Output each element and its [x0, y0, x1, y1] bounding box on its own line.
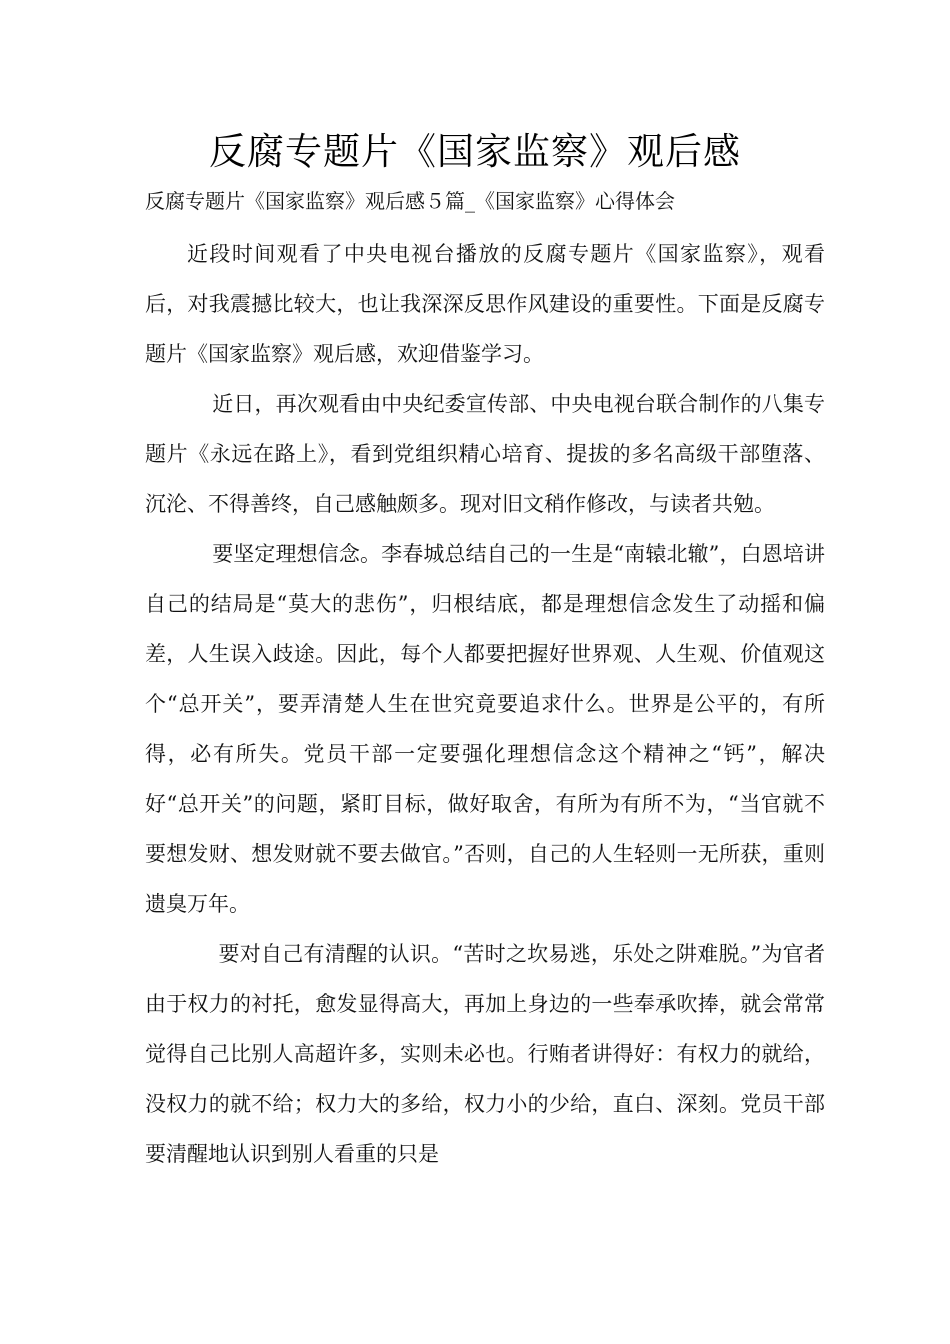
paragraph-ideals: 要坚定理想信念。李春城总结自己的一生是“南辕北辙”，白恩培讲自己的结局是“莫大的悲伤”，归根结底，都是理想信念发生了动摇和偏差，人生误入歧途。因此，每个人都要把握好世界观、人生观、价值观这个“总开关”，要弄清楚人生在世究竟要追求什么。世界是公平的，有所得，必有所失。党员干部一定要强化理想信念这个精神之“钙”，解决好“总开关”的问题，紧盯目标，做好取舍，有所为有所不为，“当官就不要想发财、想发财就不要去做官。”否则，自己的人生轻则一无所获，重则遗臭万年。	[145, 542, 825, 916]
document-subtitle: 反腐专题片《国家监察》观后感５篇_《国家监察》心得体会	[145, 189, 675, 213]
document-title: 反腐专题片《国家监察》观后感	[209, 130, 741, 173]
paragraph-intro: 近段时间观看了中央电视台播放的反腐专题片《国家监察》，观看后，对我震撼比较大，也让我深深反思作风建设的重要性。下面是反腐专题片《国家监察》观后感，欢迎借鉴学习。	[145, 242, 825, 366]
paragraph-self-awareness: 要对自己有清醒的认识。“苦时之坎易逃，乐处之阱难脱。”为官者由于权力的衬托，愈发显得高大，再加上身边的一些奉承吹捧，就会常常觉得自己比别人高超许多，实则未必也。行贿者讲得好：有权力的就给，没权力的就不给；权力大的多给，权力小的少给，直白、深刻。党员干部要清醒地认识到别人看重的只是	[145, 942, 825, 1166]
document-body	[145, 229, 825, 1179]
paragraph-review: 近日，再次观看由中央纪委宣传部、中央电视台联合制作的八集专题片《永远在路上》，看到党组织精心培育、提拔的多名高级干部堕落、沉沦、不得善终，自己感触颇多。现对旧文稍作修改，与读者共勉。	[145, 392, 825, 516]
